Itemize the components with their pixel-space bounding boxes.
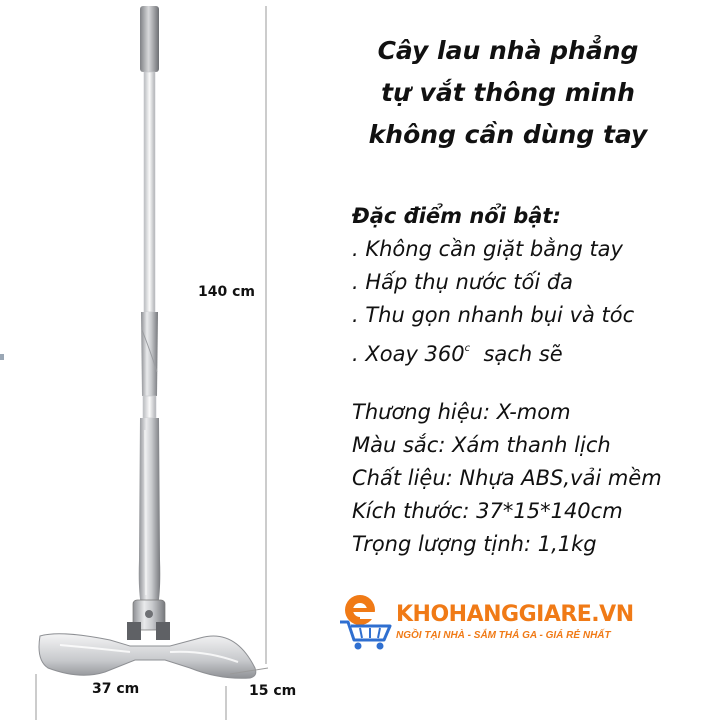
spec-size: Kích thước: 37*15*140cm xyxy=(352,499,623,523)
title-line-3: không cần dùng tay xyxy=(368,120,648,149)
mop-upper-pole xyxy=(144,72,155,312)
feature-item-suffix: sạch sẽ xyxy=(470,342,563,366)
spec-brand: Thương hiệu: X-mom xyxy=(352,400,571,424)
depth-label: 15 cm xyxy=(249,683,297,699)
spec-material: Chất liệu: Nhựa ABS,vải mềm xyxy=(352,466,662,490)
feature-item xyxy=(352,332,634,371)
degree-mark: c xyxy=(464,343,471,354)
spec-weight: Trọng lượng tịnh: 1,1kg xyxy=(352,532,597,556)
width-label: 37 cm xyxy=(92,681,140,697)
title-line-2: tự vắt thông minh xyxy=(381,78,635,107)
feature-item: . Không cần giặt bằng tay xyxy=(352,237,623,261)
mop-handle-grip xyxy=(140,6,159,72)
logo-name: KHOHANGGIARE.VN xyxy=(396,602,634,627)
mop-twist-section xyxy=(141,312,158,396)
title-line-1: Cây lau nhà phẳng xyxy=(377,36,639,65)
shopping-cart-e-icon xyxy=(338,592,398,652)
feature-item: . Hấp thụ nước tối đa xyxy=(352,270,574,294)
feature-item: . Thu gọn nhanh bụi và tóc xyxy=(352,303,635,327)
mop-lower-tube xyxy=(139,418,161,605)
edge-marker xyxy=(0,354,4,360)
features-list xyxy=(352,200,634,371)
spec-color: Màu sắc: Xám thanh lịch xyxy=(352,433,611,457)
feature-item-text: . Xoay 360 xyxy=(352,342,465,366)
specs-list xyxy=(352,396,662,561)
logo-tagline: NGỒI TẠI NHÀ - SẮM THẢ GA - GIÁ RẺ NHẤT xyxy=(396,630,611,641)
store-logo xyxy=(338,592,638,652)
height-label: 140 cm xyxy=(198,284,255,300)
features-heading: Đặc điểm nổi bật: xyxy=(352,204,561,228)
mop-illustration xyxy=(0,0,340,720)
mop-base-pad xyxy=(39,634,256,679)
product-title xyxy=(348,30,668,156)
